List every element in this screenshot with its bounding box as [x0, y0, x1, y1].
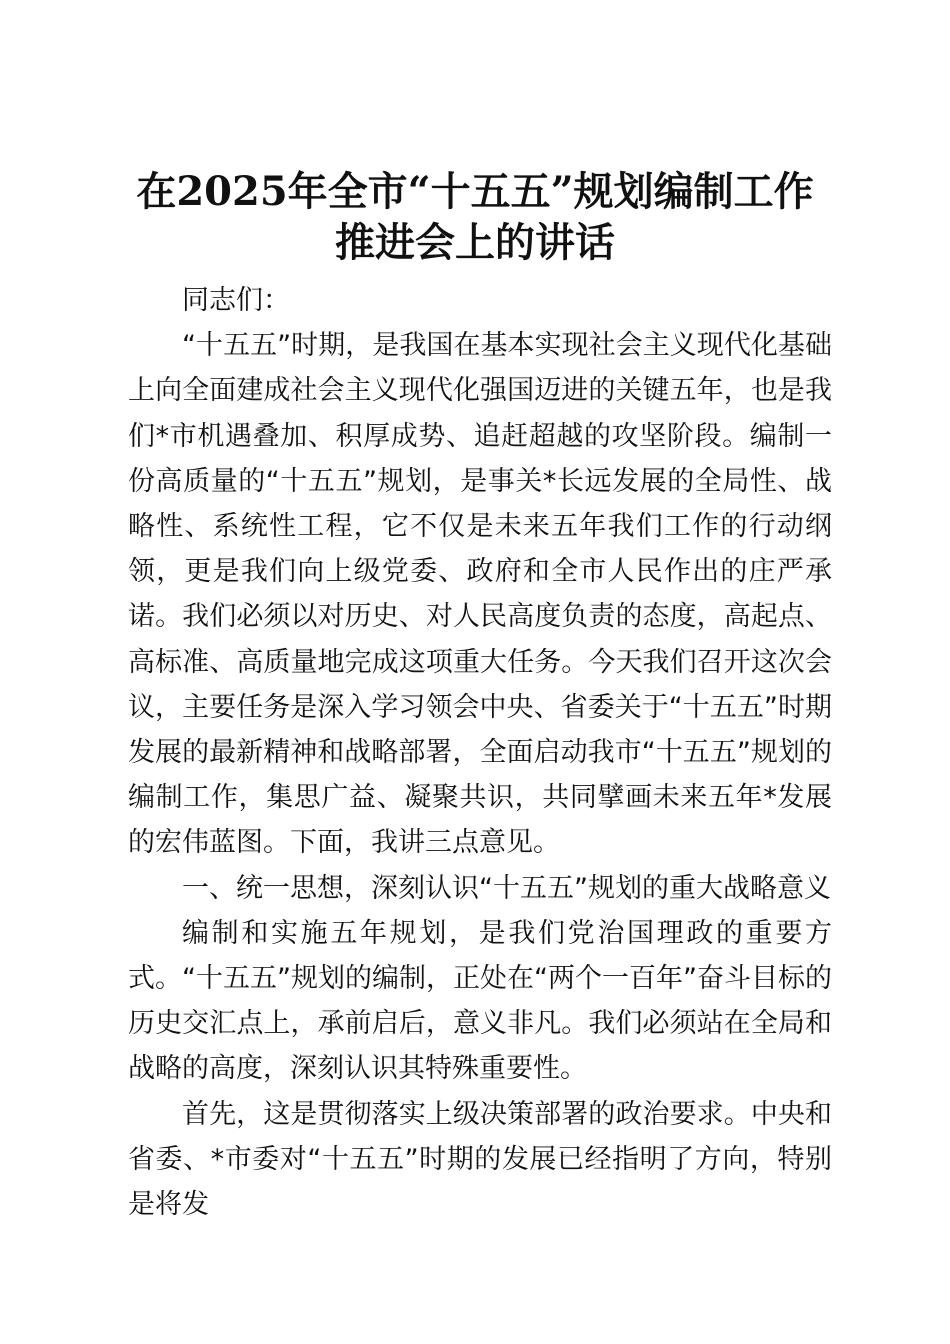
document-body	[128, 278, 832, 1227]
document-title: 在2025年全市“十五五”规划编制工作推进会上的讲话	[136, 168, 814, 266]
intro-paragraph: “十五五”时期，是我国在基本实现社会主义现代化基础上向全面建成社会主义现代化强国迈进的关键五年，也是我们*市机遇叠加、积厚成势、追赶超越的攻坚阶段。编制一份高质量的“十五五”规划，是事关*长远发展的全局性、战略性、系统性工程，它不仅是未来五年我们工作的行动纲领，更是我们向上级党委、政府和全市人民作出的庄严承诺。我们必须以对历史、对人民高度负责的态度，高起点、高标准、高质量地完成这项重大任务。今天我们召开这次会议，主要任务是深入学习领会中央、省委关于“十五五”时期发展的最新精神和战略部署，全面启动我市“十五五”规划的编制工作，集思广益、凝聚共识，共同擘画未来五年*发展的宏伟蓝图。下面，我讲三点意见。	[128, 330, 832, 859]
section-1-paragraph-1: 编制和实施五年规划，是我们党治国理政的重要方式。“十五五”规划的编制，正处在“两个一百年”奋斗目标的历史交汇点上，承前启后，意义非凡。我们必须站在全局和战略的高度，深刻认识其特殊重要性。	[128, 917, 832, 1085]
section-heading-1: 一、统一思想，深刻认识“十五五”规划的重大战略意义	[182, 872, 831, 904]
salutation: 同志们：	[182, 285, 290, 316]
section-1-paragraph-2: 首先，这是贯彻落实上级决策部署的政治要求。中央和省委、*市委对“十五五”时期的发展已经指明了方向，特别是将发	[128, 1098, 832, 1221]
